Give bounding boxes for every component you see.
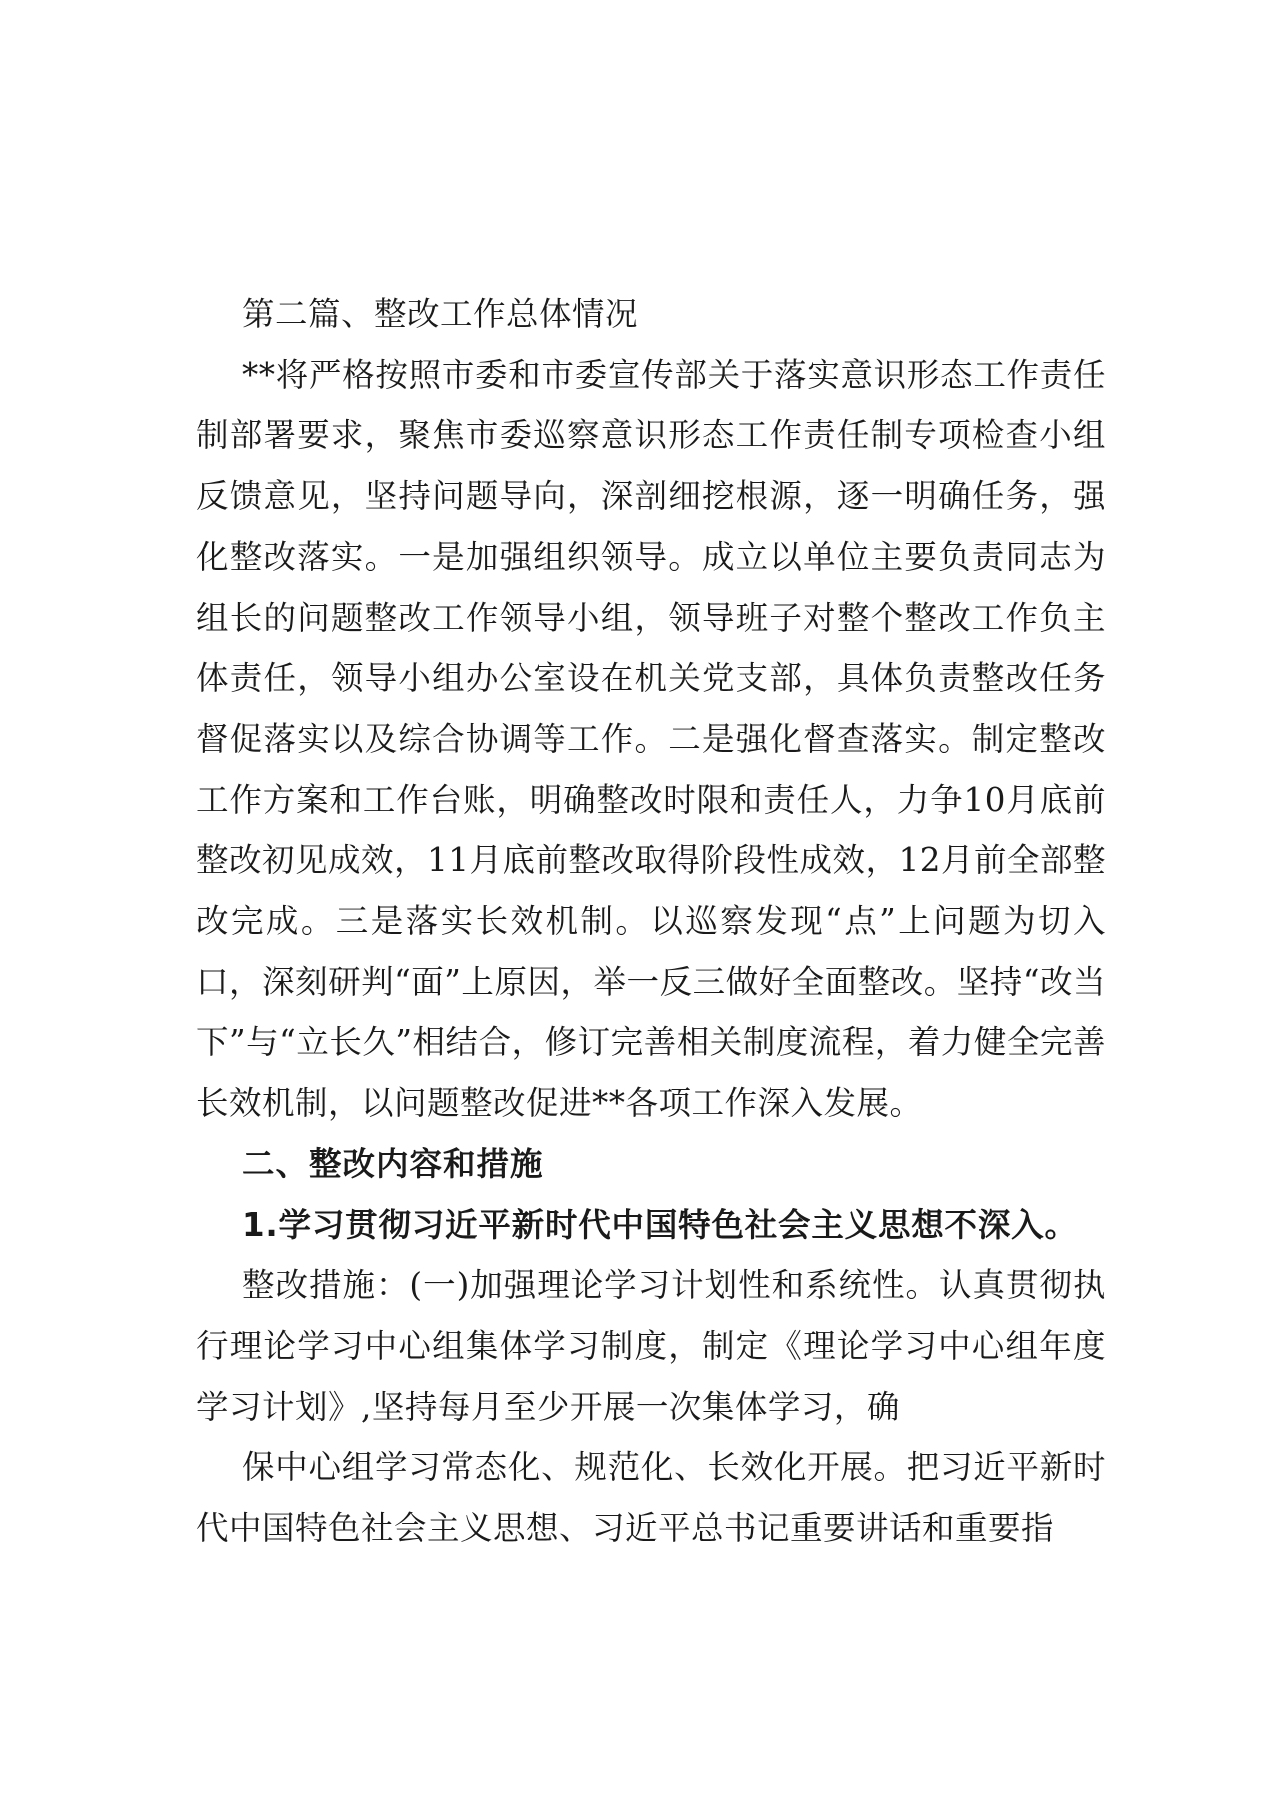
heading-rectification-content: 二、整改内容和措施 bbox=[242, 1144, 544, 1183]
item-1-title: 1.学习贯彻习近平新时代中国特色社会主义思想不深入。 bbox=[242, 1205, 1078, 1244]
section-title: 第二篇、整改工作总体情况 bbox=[242, 295, 639, 333]
document-body bbox=[196, 284, 1106, 1559]
overview-paragraph: **将严格按照市委和市委宣传部关于落实意识形态工作责任制部署要求，聚焦市委巡察意识形态工作责任制专项检查小组反馈意见，坚持问题导向，深剖细挖根源，逐一明确任务，强化整改落实。一是加强组织领导。成立以单位主要负责同志为组长的问题整改工作领导小组，领导班子对整个整改工作负主体责任，领导小组办公室设在机关党支部，具体负责整改任务督促落实以及综合协调等工作。二是强化督查落实。制定整改工作方案和工作台账，明确整改时限和责任人，力争10月底前整改初见成效，11月底前整改取得阶段性成效，12月前全部整改完成。三是落实长效机制。以巡察发现“点”上问题为切入口，深刻研判“面”上原因，举一反三做好全面整改。坚持“改当下”与“立长久”相结合，修订完善相关制度流程，着力健全完善长效机制，以问题整改促进**各项工作深入发展。 bbox=[196, 355, 1106, 1123]
measures-paragraph: 整改措施：(一)加强理论学习计划性和系统性。认真贯彻执行理论学习中心组集体学习制度，制定《理论学习中心组年度学习计划》,坚持每月至少开展一次集体学习，确 bbox=[196, 1266, 1106, 1426]
continuation-paragraph: 保中心组学习常态化、规范化、长效化开展。把习近平新时代中国特色社会主义思想、习近平总书记重要讲话和重要指 bbox=[196, 1448, 1106, 1548]
